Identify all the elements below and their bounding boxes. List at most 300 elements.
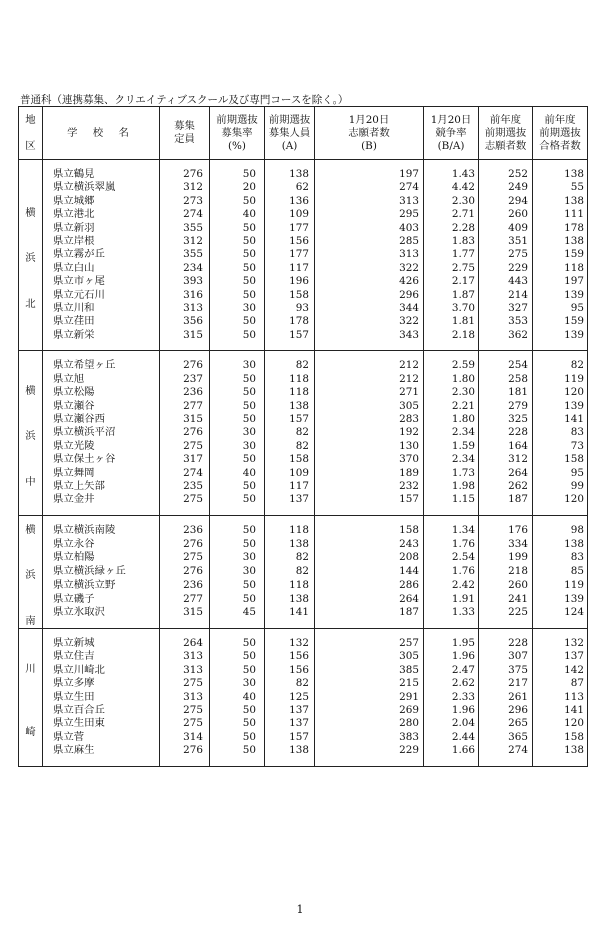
early-count-cell: 118 — [265, 386, 315, 399]
early-rate-cell: 50 — [210, 592, 265, 606]
ratio-cell: 1.91 — [424, 592, 479, 606]
ratio-cell: 1.59 — [424, 440, 479, 453]
table-row — [19, 565, 588, 579]
early-count-cell: 137 — [265, 493, 315, 515]
table-row — [19, 691, 588, 704]
prev-passed-cell: 138 — [533, 744, 588, 766]
early-rate-cell: 50 — [210, 579, 265, 593]
prev-passed-cell: 141 — [533, 704, 588, 717]
school-name-cell: 県立上矢部 — [43, 480, 160, 493]
prev-passed-cell: 120 — [533, 386, 588, 399]
prev-passed-cell: 85 — [533, 565, 588, 579]
applicants-cell: 274 — [315, 181, 424, 194]
school-name-cell: 県立市ヶ尾 — [43, 275, 160, 288]
school-name-cell: 県立磯子 — [43, 592, 160, 606]
school-name-cell: 県立白山 — [43, 262, 160, 275]
early-rate-cell: 50 — [210, 704, 265, 717]
prev-passed-cell: 142 — [533, 664, 588, 677]
table-row — [19, 440, 588, 453]
capacity-cell: 277 — [160, 400, 210, 413]
capacity-cell: 315 — [160, 606, 210, 628]
ratio-cell: 2.34 — [424, 426, 479, 439]
header-capacity: 募集 定員 — [160, 107, 210, 160]
applicants-cell: 243 — [315, 538, 424, 552]
early-rate-cell: 30 — [210, 551, 265, 565]
prev-applicants-cell: 164 — [479, 440, 533, 453]
capacity-cell: 274 — [160, 467, 210, 480]
early-count-cell: 82 — [265, 551, 315, 565]
ratio-cell: 1.80 — [424, 413, 479, 426]
early-rate-cell: 50 — [210, 262, 265, 275]
school-name-cell: 県立川和 — [43, 302, 160, 315]
early-count-cell: 138 — [265, 400, 315, 413]
applicants-cell: 285 — [315, 235, 424, 248]
prev-applicants-cell: 351 — [479, 235, 533, 248]
early-rate-cell: 50 — [210, 400, 265, 413]
table-row — [19, 160, 588, 182]
early-rate-cell: 50 — [210, 731, 265, 744]
ratio-cell: 1.77 — [424, 248, 479, 261]
table-body — [19, 160, 588, 767]
ratio-cell: 2.04 — [424, 717, 479, 730]
header-district: 地 区 — [19, 107, 43, 160]
applicants-table — [18, 106, 588, 767]
prev-passed-cell: 73 — [533, 440, 588, 453]
table-row — [19, 538, 588, 552]
ratio-cell: 4.42 — [424, 181, 479, 194]
early-rate-cell: 40 — [210, 467, 265, 480]
ratio-cell: 2.42 — [424, 579, 479, 593]
ratio-cell: 2.34 — [424, 453, 479, 466]
header-applicants: 1月20日 志願者数 (B) — [315, 107, 424, 160]
early-rate-cell: 50 — [210, 744, 265, 766]
early-count-cell: 109 — [265, 467, 315, 480]
prev-applicants-cell: 312 — [479, 453, 533, 466]
prev-applicants-cell: 258 — [479, 373, 533, 386]
applicants-cell: 215 — [315, 677, 424, 690]
school-name-cell: 県立鶴見 — [43, 160, 160, 182]
ratio-cell: 1.33 — [424, 606, 479, 628]
capacity-cell: 264 — [160, 628, 210, 650]
table-row — [19, 289, 588, 302]
applicants-cell: 343 — [315, 329, 424, 351]
table-row — [19, 579, 588, 593]
applicants-cell: 295 — [315, 208, 424, 221]
prev-passed-cell: 139 — [533, 400, 588, 413]
early-count-cell: 156 — [265, 664, 315, 677]
applicants-cell: 296 — [315, 289, 424, 302]
applicants-cell: 403 — [315, 222, 424, 235]
applicants-cell: 212 — [315, 351, 424, 373]
early-rate-cell: 45 — [210, 606, 265, 628]
prev-applicants-cell: 264 — [479, 467, 533, 480]
early-count-cell: 196 — [265, 275, 315, 288]
early-rate-cell: 30 — [210, 351, 265, 373]
capacity-cell: 237 — [160, 373, 210, 386]
school-name-cell: 県立瀬谷 — [43, 400, 160, 413]
early-count-cell: 117 — [265, 480, 315, 493]
capacity-cell: 316 — [160, 289, 210, 302]
table-row — [19, 222, 588, 235]
ratio-cell: 2.47 — [424, 664, 479, 677]
table-row — [19, 664, 588, 677]
prev-applicants-cell: 262 — [479, 480, 533, 493]
school-name-cell: 県立松陽 — [43, 386, 160, 399]
school-name-cell: 県立横浜翠嵐 — [43, 181, 160, 194]
prev-passed-cell: 138 — [533, 538, 588, 552]
school-name-cell: 県立新栄 — [43, 329, 160, 351]
prev-applicants-cell: 261 — [479, 691, 533, 704]
capacity-cell: 236 — [160, 386, 210, 399]
early-count-cell: 138 — [265, 160, 315, 182]
capacity-cell: 315 — [160, 413, 210, 426]
table-row — [19, 351, 588, 373]
ratio-cell: 2.75 — [424, 262, 479, 275]
table-row — [19, 592, 588, 606]
ratio-cell: 2.59 — [424, 351, 479, 373]
prev-passed-cell: 82 — [533, 351, 588, 373]
early-rate-cell: 50 — [210, 329, 265, 351]
early-count-cell: 177 — [265, 248, 315, 261]
early-rate-cell: 40 — [210, 691, 265, 704]
ratio-cell: 2.30 — [424, 195, 479, 208]
ratio-cell: 1.80 — [424, 373, 479, 386]
prev-applicants-cell: 181 — [479, 386, 533, 399]
early-rate-cell: 50 — [210, 628, 265, 650]
capacity-cell: 393 — [160, 275, 210, 288]
ratio-cell: 1.87 — [424, 289, 479, 302]
early-count-cell: 82 — [265, 440, 315, 453]
capacity-cell: 355 — [160, 248, 210, 261]
school-name-cell: 県立光陵 — [43, 440, 160, 453]
early-rate-cell: 50 — [210, 315, 265, 328]
applicants-cell: 313 — [315, 248, 424, 261]
header-school: 学 校 名 — [43, 107, 160, 160]
prev-applicants-cell: 353 — [479, 315, 533, 328]
ratio-cell: 1.76 — [424, 565, 479, 579]
district-cell: 横 浜 南 — [19, 515, 43, 628]
ratio-cell: 3.70 — [424, 302, 479, 315]
applicants-cell: 232 — [315, 480, 424, 493]
ratio-cell: 1.15 — [424, 493, 479, 515]
early-count-cell: 82 — [265, 351, 315, 373]
prev-passed-cell: 138 — [533, 235, 588, 248]
capacity-cell: 234 — [160, 262, 210, 275]
school-name-cell: 県立城郷 — [43, 195, 160, 208]
capacity-cell: 275 — [160, 704, 210, 717]
applicants-cell: 269 — [315, 704, 424, 717]
early-rate-cell: 50 — [210, 413, 265, 426]
ratio-cell: 1.83 — [424, 235, 479, 248]
prev-applicants-cell: 279 — [479, 400, 533, 413]
early-rate-cell: 50 — [210, 386, 265, 399]
header-ratio: 1月20日 競争率 (B/A) — [424, 107, 479, 160]
ratio-cell: 2.17 — [424, 275, 479, 288]
prev-applicants-cell: 187 — [479, 493, 533, 515]
early-rate-cell: 50 — [210, 275, 265, 288]
prev-passed-cell: 132 — [533, 628, 588, 650]
school-name-cell: 県立瀬谷西 — [43, 413, 160, 426]
table-row — [19, 373, 588, 386]
capacity-cell: 276 — [160, 351, 210, 373]
capacity-cell: 276 — [160, 160, 210, 182]
ratio-cell: 1.95 — [424, 628, 479, 650]
applicants-cell: 291 — [315, 691, 424, 704]
prev-passed-cell: 120 — [533, 717, 588, 730]
capacity-cell: 315 — [160, 329, 210, 351]
ratio-cell: 2.21 — [424, 400, 479, 413]
prev-passed-cell: 118 — [533, 262, 588, 275]
applicants-cell: 157 — [315, 493, 424, 515]
applicants-cell: 322 — [315, 315, 424, 328]
table-row — [19, 235, 588, 248]
table-row — [19, 606, 588, 628]
school-name-cell: 県立横浜平沼 — [43, 426, 160, 439]
early-rate-cell: 50 — [210, 480, 265, 493]
ratio-cell: 1.34 — [424, 515, 479, 537]
prev-applicants-cell: 228 — [479, 628, 533, 650]
early-rate-cell: 30 — [210, 426, 265, 439]
table-row — [19, 208, 588, 221]
header-prev-applicants: 前年度 前期選抜 志願者数 — [479, 107, 533, 160]
prev-applicants-cell: 260 — [479, 208, 533, 221]
page-number: 1 — [296, 903, 304, 916]
applicants-cell: 130 — [315, 440, 424, 453]
table-row — [19, 467, 588, 480]
early-count-cell: 132 — [265, 628, 315, 650]
school-name-cell: 県立旭 — [43, 373, 160, 386]
table-row — [19, 400, 588, 413]
early-count-cell: 138 — [265, 538, 315, 552]
ratio-cell: 1.96 — [424, 650, 479, 663]
table-row — [19, 731, 588, 744]
capacity-cell: 276 — [160, 565, 210, 579]
early-rate-cell: 50 — [210, 538, 265, 552]
early-count-cell: 158 — [265, 289, 315, 302]
table-row — [19, 302, 588, 315]
early-rate-cell: 50 — [210, 160, 265, 182]
school-name-cell: 県立希望ヶ丘 — [43, 351, 160, 373]
prev-applicants-cell: 409 — [479, 222, 533, 235]
prev-applicants-cell: 275 — [479, 248, 533, 261]
ratio-cell: 1.81 — [424, 315, 479, 328]
applicants-cell: 208 — [315, 551, 424, 565]
prev-applicants-cell: 228 — [479, 426, 533, 439]
applicants-cell: 305 — [315, 400, 424, 413]
early-count-cell: 109 — [265, 208, 315, 221]
early-rate-cell: 30 — [210, 302, 265, 315]
capacity-cell: 274 — [160, 208, 210, 221]
early-rate-cell: 50 — [210, 235, 265, 248]
prev-passed-cell: 95 — [533, 467, 588, 480]
early-rate-cell: 40 — [210, 208, 265, 221]
table-header — [19, 107, 588, 160]
school-name-cell: 県立荏田 — [43, 315, 160, 328]
ratio-cell: 2.54 — [424, 551, 479, 565]
early-count-cell: 157 — [265, 413, 315, 426]
early-rate-cell: 50 — [210, 493, 265, 515]
capacity-cell: 276 — [160, 538, 210, 552]
applicants-cell: 144 — [315, 565, 424, 579]
school-name-cell: 県立岸根 — [43, 235, 160, 248]
capacity-cell: 273 — [160, 195, 210, 208]
capacity-cell: 275 — [160, 493, 210, 515]
ratio-cell: 2.18 — [424, 329, 479, 351]
school-name-cell: 県立霧が丘 — [43, 248, 160, 261]
early-count-cell: 118 — [265, 373, 315, 386]
prev-applicants-cell: 365 — [479, 731, 533, 744]
applicants-cell: 257 — [315, 628, 424, 650]
early-rate-cell: 50 — [210, 515, 265, 537]
early-count-cell: 82 — [265, 565, 315, 579]
early-rate-cell: 50 — [210, 650, 265, 663]
applicants-cell: 197 — [315, 160, 424, 182]
prev-applicants-cell: 254 — [479, 351, 533, 373]
prev-passed-cell: 119 — [533, 579, 588, 593]
table-row — [19, 515, 588, 537]
prev-passed-cell: 178 — [533, 222, 588, 235]
capacity-cell: 275 — [160, 717, 210, 730]
prev-passed-cell: 120 — [533, 493, 588, 515]
early-count-cell: 82 — [265, 677, 315, 690]
prev-applicants-cell: 443 — [479, 275, 533, 288]
table-row — [19, 262, 588, 275]
prev-passed-cell: 139 — [533, 592, 588, 606]
applicants-cell: 189 — [315, 467, 424, 480]
table-row — [19, 480, 588, 493]
table-row — [19, 744, 588, 766]
capacity-cell: 275 — [160, 551, 210, 565]
early-rate-cell: 50 — [210, 222, 265, 235]
prev-applicants-cell: 296 — [479, 704, 533, 717]
school-name-cell: 県立川崎北 — [43, 664, 160, 677]
applicants-cell: 229 — [315, 744, 424, 766]
early-count-cell: 158 — [265, 453, 315, 466]
early-count-cell: 157 — [265, 731, 315, 744]
ratio-cell: 2.71 — [424, 208, 479, 221]
early-rate-cell: 50 — [210, 717, 265, 730]
prev-passed-cell: 83 — [533, 426, 588, 439]
ratio-cell: 2.28 — [424, 222, 479, 235]
school-name-cell: 県立生田 — [43, 691, 160, 704]
prev-passed-cell: 55 — [533, 181, 588, 194]
capacity-cell: 275 — [160, 440, 210, 453]
school-name-cell: 県立永谷 — [43, 538, 160, 552]
early-count-cell: 156 — [265, 650, 315, 663]
table-row — [19, 704, 588, 717]
capacity-cell: 356 — [160, 315, 210, 328]
district-cell: 川 崎 — [19, 628, 43, 766]
table-row — [19, 181, 588, 194]
capacity-cell: 277 — [160, 592, 210, 606]
prev-applicants-cell: 218 — [479, 565, 533, 579]
early-rate-cell: 50 — [210, 289, 265, 302]
applicants-cell: 344 — [315, 302, 424, 315]
school-name-cell: 県立保土ヶ谷 — [43, 453, 160, 466]
early-count-cell: 141 — [265, 606, 315, 628]
prev-passed-cell: 111 — [533, 208, 588, 221]
prev-applicants-cell: 325 — [479, 413, 533, 426]
applicants-cell: 322 — [315, 262, 424, 275]
applicants-cell: 370 — [315, 453, 424, 466]
table-row — [19, 329, 588, 351]
capacity-cell: 314 — [160, 731, 210, 744]
applicants-cell: 383 — [315, 731, 424, 744]
table-row — [19, 315, 588, 328]
capacity-cell: 276 — [160, 744, 210, 766]
capacity-cell: 275 — [160, 677, 210, 690]
prev-applicants-cell: 307 — [479, 650, 533, 663]
school-name-cell: 県立住吉 — [43, 650, 160, 663]
district-cell: 横 浜 中 — [19, 351, 43, 515]
prev-passed-cell: 141 — [533, 413, 588, 426]
early-count-cell: 137 — [265, 717, 315, 730]
applicants-cell: 280 — [315, 717, 424, 730]
table-row — [19, 195, 588, 208]
prev-applicants-cell: 252 — [479, 160, 533, 182]
school-name-cell: 県立百合丘 — [43, 704, 160, 717]
prev-applicants-cell: 327 — [479, 302, 533, 315]
ratio-cell: 1.98 — [424, 480, 479, 493]
prev-applicants-cell: 199 — [479, 551, 533, 565]
prev-passed-cell: 138 — [533, 160, 588, 182]
prev-passed-cell: 137 — [533, 650, 588, 663]
applicants-cell: 385 — [315, 664, 424, 677]
school-name-cell: 県立新羽 — [43, 222, 160, 235]
prev-applicants-cell: 214 — [479, 289, 533, 302]
prev-applicants-cell: 260 — [479, 579, 533, 593]
table-row — [19, 413, 588, 426]
early-rate-cell: 50 — [210, 248, 265, 261]
prev-passed-cell: 158 — [533, 453, 588, 466]
ratio-cell: 1.96 — [424, 704, 479, 717]
capacity-cell: 236 — [160, 579, 210, 593]
applicants-cell: 283 — [315, 413, 424, 426]
table-row — [19, 248, 588, 261]
prev-passed-cell: 159 — [533, 315, 588, 328]
capacity-cell: 312 — [160, 235, 210, 248]
table-row — [19, 677, 588, 690]
applicants-cell: 286 — [315, 579, 424, 593]
school-name-cell: 県立金井 — [43, 493, 160, 515]
prev-applicants-cell: 229 — [479, 262, 533, 275]
school-name-cell: 県立横浜南陵 — [43, 515, 160, 537]
school-name-cell: 県立横浜立野 — [43, 579, 160, 593]
applicants-cell: 212 — [315, 373, 424, 386]
table-row — [19, 453, 588, 466]
ratio-cell: 1.43 — [424, 160, 479, 182]
early-rate-cell: 30 — [210, 677, 265, 690]
prev-applicants-cell: 362 — [479, 329, 533, 351]
school-name-cell: 県立菅 — [43, 731, 160, 744]
school-name-cell: 県立麻生 — [43, 744, 160, 766]
school-name-cell: 県立新城 — [43, 628, 160, 650]
early-count-cell: 82 — [265, 426, 315, 439]
applicants-cell: 264 — [315, 592, 424, 606]
early-rate-cell: 50 — [210, 195, 265, 208]
applicants-cell: 426 — [315, 275, 424, 288]
table-row — [19, 386, 588, 399]
prev-passed-cell: 95 — [533, 302, 588, 315]
prev-applicants-cell: 334 — [479, 538, 533, 552]
early-rate-cell: 50 — [210, 373, 265, 386]
prev-applicants-cell: 225 — [479, 606, 533, 628]
prev-passed-cell: 138 — [533, 195, 588, 208]
capacity-cell: 313 — [160, 691, 210, 704]
header-early-count: 前期選抜 募集人員 (A) — [265, 107, 315, 160]
prev-applicants-cell: 274 — [479, 744, 533, 766]
early-count-cell: 118 — [265, 579, 315, 593]
